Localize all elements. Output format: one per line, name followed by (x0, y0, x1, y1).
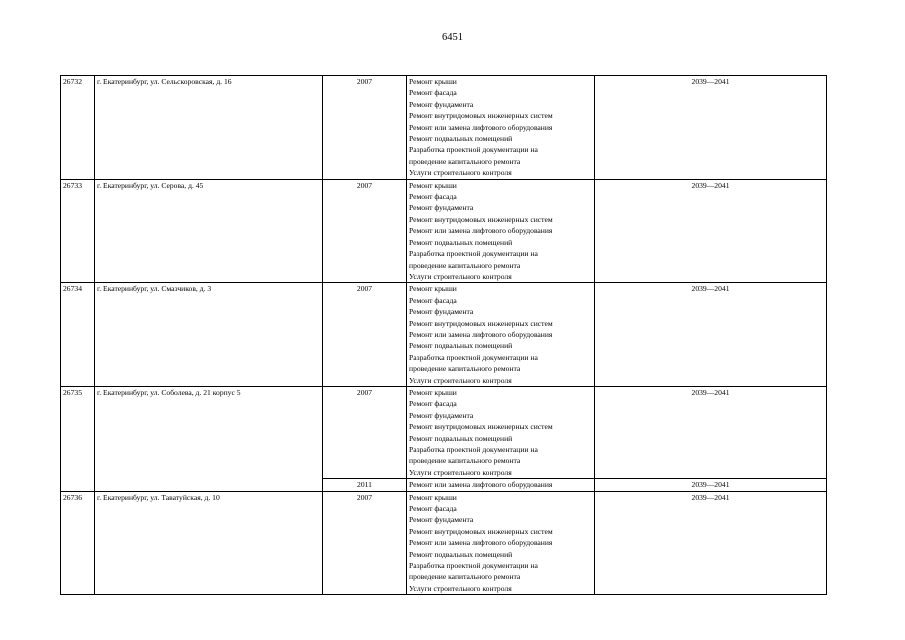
building-address: г. Екатеринбург, ул. Соболева, д. 21 корпус 5 (95, 386, 323, 491)
work-item: Ремонт подвальных помещений (409, 237, 513, 247)
work-item: Разработка проектной документации на (409, 561, 538, 571)
work-item: проведение капитального ремонта (409, 364, 521, 374)
work-item: Услуги строительного контроля (409, 168, 512, 178)
row-number: 26736 (61, 491, 95, 595)
work-item: Ремонт или замена лифтового оборудования (409, 226, 553, 236)
work-item: Ремонт крыши (409, 180, 457, 190)
table-row (61, 491, 827, 595)
work-item: Ремонт фасада (409, 192, 457, 202)
work-item: Ремонт или замена лифтового оборудования (409, 329, 553, 339)
work-item: Ремонт фасада (409, 88, 457, 98)
building-address: г. Екатеринбург, ул. Смазчиков, д. 3 (95, 283, 323, 387)
work-item: Услуги строительного контроля (409, 271, 512, 281)
work-item: Ремонт внутридомовых инженерных систем (409, 214, 553, 224)
work-item: проведение капитального ремонта (409, 572, 521, 582)
work-item: проведение капитального ремонта (409, 156, 521, 166)
work-item: Услуги строительного контроля (409, 375, 512, 385)
work-item: Ремонт фундамента (409, 99, 474, 109)
year-cell: 2007 (323, 179, 407, 283)
work-item: проведение капитального ремонта (409, 456, 521, 466)
year-cell: 2007 (323, 491, 407, 595)
year-cell: 2011 (323, 479, 407, 491)
year-cell: 2007 (323, 283, 407, 387)
table-row (61, 386, 827, 478)
work-item: Ремонт фундамента (409, 410, 474, 420)
table-row (61, 76, 827, 180)
period-cell: 2039—2041 (595, 386, 827, 478)
period-cell: 2039—2041 (595, 76, 827, 180)
work-item: Ремонт фасада (409, 399, 457, 409)
year-cell: 2007 (323, 386, 407, 478)
table-body (61, 76, 827, 595)
period-cell: 2039—2041 (595, 479, 827, 491)
work-item: Ремонт внутридомовых инженерных систем (409, 111, 553, 121)
work-item: Ремонт фасада (409, 504, 457, 514)
work-item: Разработка проектной документации на (409, 445, 538, 454)
work-item: Ремонт крыши (409, 284, 457, 294)
building-address: г. Екатеринбург, ул. Таватуйская, д. 10 (95, 491, 323, 595)
work-list (407, 179, 595, 283)
row-number: 26733 (61, 179, 95, 283)
work-list (407, 491, 595, 595)
work-list (407, 283, 595, 387)
repair-schedule-table (60, 75, 827, 595)
work-item: Ремонт или замена лифтового оборудования (409, 122, 553, 132)
work-item: Разработка проектной документации на (409, 249, 538, 259)
table-row (61, 179, 827, 283)
work-item: Ремонт внутридомовых инженерных систем (409, 318, 553, 328)
work-item: Ремонт подвальных помещений (409, 341, 513, 351)
building-address: г. Екатеринбург, ул. Серова, д. 45 (95, 179, 323, 283)
period-cell: 2039—2041 (595, 283, 827, 387)
work-list (407, 76, 595, 180)
work-item: Ремонт или замена лифтового оборудования (409, 538, 553, 548)
work-item: Ремонт внутридомовых инженерных систем (409, 422, 553, 432)
work-item: Ремонт фундамента (409, 515, 474, 525)
work-list (407, 386, 595, 478)
work-item: Разработка проектной документации на (409, 352, 538, 362)
row-number: 26732 (61, 76, 95, 180)
work-item: Ремонт внутридомовых инженерных систем (409, 526, 553, 536)
row-number: 26735 (61, 386, 95, 491)
work-item: Ремонт фундамента (409, 307, 474, 317)
row-number: 26734 (61, 283, 95, 387)
page-number: 6451 (442, 32, 463, 43)
work-item: Ремонт фундамента (409, 203, 474, 213)
work-item: Ремонт или замена лифтового оборудования (409, 480, 553, 490)
work-item: Ремонт фасада (409, 295, 457, 305)
work-item: Ремонт подвальных помещений (409, 549, 513, 559)
work-item: Ремонт крыши (409, 387, 457, 397)
work-list (407, 479, 595, 491)
work-item: Ремонт крыши (409, 77, 457, 86)
work-item: Ремонт крыши (409, 492, 457, 502)
table-row (61, 283, 827, 387)
work-item: Ремонт подвальных помещений (409, 433, 513, 443)
period-cell: 2039—2041 (595, 491, 827, 595)
work-item: Ремонт подвальных помещений (409, 134, 513, 144)
work-item: Разработка проектной документации на (409, 145, 538, 155)
work-item: Услуги строительного контроля (409, 467, 512, 477)
work-item: Услуги строительного контроля (409, 583, 512, 593)
year-cell: 2007 (323, 76, 407, 180)
work-item: проведение капитального ремонта (409, 260, 521, 270)
building-address: г. Екатеринбург, ул. Сельскоровская, д. 16 (95, 76, 323, 180)
period-cell: 2039—2041 (595, 179, 827, 283)
